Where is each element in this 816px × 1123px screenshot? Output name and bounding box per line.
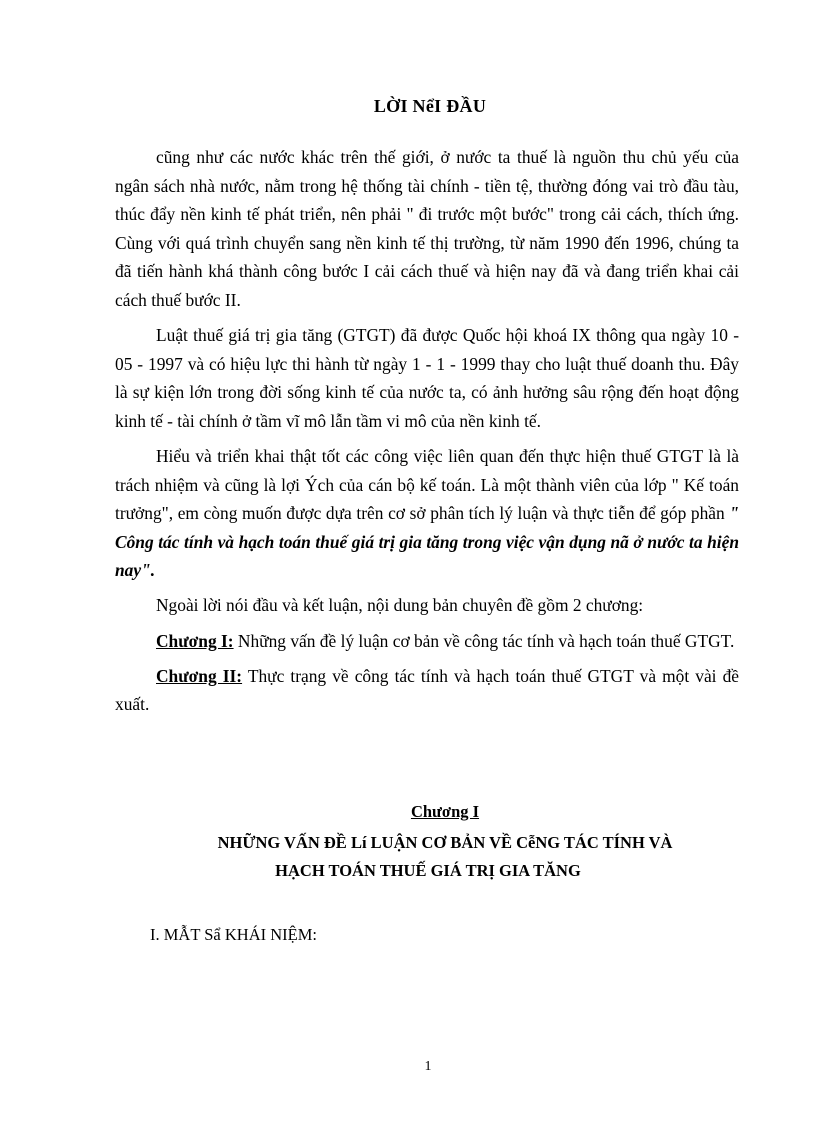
chapter-title-line-2: HẠCH TOÁN THUẾ GIÁ TRỊ GIA TĂNG (275, 861, 581, 880)
page-number: 1 (424, 1059, 432, 1074)
chapter-2-text: Thực trạng về công tác tính và hạch toán thuế GTGT và một vài đề xuất. (115, 665, 739, 715)
paragraph-3 (115, 442, 739, 585)
chapter-2-label: Chương II: (156, 665, 243, 686)
paragraph-3-emphasis: " Công tác tính và hạch toán thuế giá trị gia tăng trong việc vận dụng nã ở nước ta hiện nay". (115, 503, 739, 581)
chapter-1-summary (115, 627, 739, 656)
chapter-1-label: Chương I: (156, 630, 234, 651)
paragraph-1: cũng như các nước khác trên thế giới, ở nước ta thuế là nguồn thu chủ yếu của ngân sách nhà nước, nằm trong hệ thống tài chính - tiền tệ, thường đóng vai trò đầu tàu, thúc đẩy nền kinh tế phát triển, nên phải " đi trước một bước" trong cải cách, thích ứng. Cùng với quá trình chuyển sang nền kinh tế thị trường, từ năm 1990 đến 1996, chúng ta đã tiến hành khá thành công bước I cải cách thuế và hiện nay đã và đang triển khai cải cách thuế bước II. (115, 147, 739, 310)
page-title: LỜI NểI ĐẦU (373, 96, 487, 116)
chapter-2-summary (115, 662, 739, 719)
chapter-1-text: Những vấn đề lý luận cơ bản về công tác tính và hạch toán thuế GTGT. (233, 630, 735, 651)
paragraph-3-text: Hiểu và triển khai thật tốt các công việc liên quan đến thực hiện thuế GTGT là là trách nhiệm và cũng là lợi Ých của cán bộ kế toán. Là một thành viên của lớp " Kế toán trưởng", em còng muốn được dựa trên cơ sở phân tích lý luận và thực tiễn để góp phần (115, 445, 739, 524)
paragraph-4: Ngoài lời nói đầu và kết luận, nội dung bản chuyên đề gồm 2 chương: (156, 595, 644, 616)
chapter-heading: Chương I (410, 802, 480, 821)
paragraph-2: Luật thuế giá trị gia tăng (GTGT) đã được Quốc hội khoá IX thông qua ngày 10 - 05 - 1997 và có hiệu lực thi hành từ ngày 1 - 1 - 1999 thay cho luật thuế doanh thu. Đây là sự kiện lớn trong đời sống kinh tế của nước ta, có ảnh hưởng sâu rộng đến hoạt động kinh tế - tài chính ở tầm vĩ mô lẫn tầm vi mô của nền kinh tế. (115, 325, 739, 431)
section-heading: I. MẪT Sẩ KHÁI NIỆM: (150, 925, 317, 944)
body-text (115, 143, 739, 725)
chapter-title-line-1: NHỮNG VẤN ĐỀ Lí LUẬN CƠ BẢN VỀ CễNG TÁC TÍNH VÀ (217, 833, 673, 852)
